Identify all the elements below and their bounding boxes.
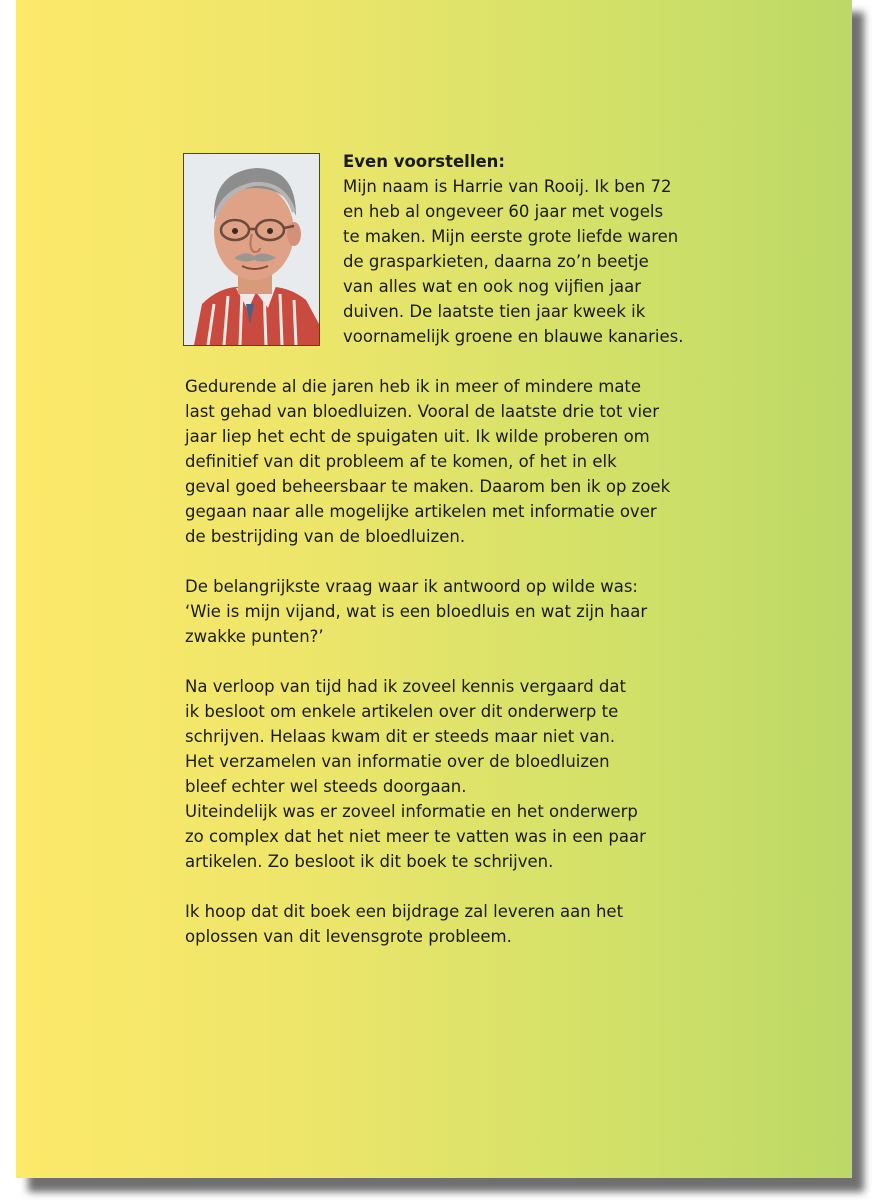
body-line: jaar liep het echt de spuigaten uit. Ik wilde proberen om	[185, 427, 650, 446]
intro-line: Mijn naam is Harrie van Rooij. Ik ben 72	[343, 177, 672, 196]
body-line: ik besloot om enkele artikelen over dit onderwerp te	[185, 702, 619, 721]
portrait-photo-icon	[184, 154, 319, 345]
intro-line: voornamelijk groene en blauwe kanaries.	[343, 327, 684, 346]
body-line: De belangrijkste vraag waar ik antwoord op wilde was:	[185, 577, 638, 596]
author-photo	[183, 153, 320, 346]
body-line: artikelen. Zo besloot ik dit boek te schrijven.	[185, 852, 554, 871]
body-line: gegaan naar alle mogelijke artikelen met informatie over	[185, 502, 657, 521]
body-line: bleef echter wel steeds doorgaan.	[185, 777, 467, 796]
paragraph-1	[185, 374, 745, 549]
body-line: last gehad van bloedluizen. Vooral de laatste drie tot vier	[185, 402, 659, 421]
body-line: definitief van dit probleem af te komen, of het in elk	[185, 452, 617, 471]
body-line: Ik hoop dat dit boek een bijdrage zal leveren aan het	[185, 902, 624, 921]
paragraph-3	[185, 674, 745, 874]
book-page	[16, 0, 852, 1178]
paragraph-2	[185, 574, 745, 649]
body-line: ‘Wie is mijn vijand, wat is een bloedluis en wat zijn haar	[185, 602, 648, 621]
body-text	[185, 374, 745, 974]
intro-section	[343, 149, 723, 349]
intro-heading: Even voorstellen:	[343, 152, 506, 171]
intro-line: van alles wat en ook nog vijfien jaar	[343, 277, 642, 296]
body-line: Uiteindelijk was er zoveel informatie en het onderwerp	[185, 802, 638, 821]
intro-line: duiven. De laatste tien jaar kweek ik	[343, 302, 646, 321]
body-line: geval goed beheersbaar te maken. Daarom ben ik op zoek	[185, 477, 671, 496]
intro-line: te maken. Mijn eerste grote liefde waren	[343, 227, 679, 246]
body-line: Na verloop van tijd had ik zoveel kennis vergaard dat	[185, 677, 626, 696]
paragraph-4	[185, 899, 745, 949]
body-line: Het verzamelen van informatie over de bloedluizen	[185, 752, 610, 771]
body-line: de bestrijding van de bloedluizen.	[185, 527, 466, 546]
body-line: oplossen van dit levensgrote probleem.	[185, 927, 512, 946]
body-line: zwakke punten?’	[185, 627, 324, 646]
intro-line: de grasparkieten, daarna zo’n beetje	[343, 252, 649, 271]
body-line: Gedurende al die jaren heb ik in meer of mindere mate	[185, 377, 642, 396]
body-line: zo complex dat het niet meer te vatten was in een paar	[185, 827, 646, 846]
body-line: schrijven. Helaas kwam dit er steeds maar niet van.	[185, 727, 616, 746]
intro-line: en heb al ongeveer 60 jaar met vogels	[343, 202, 664, 221]
